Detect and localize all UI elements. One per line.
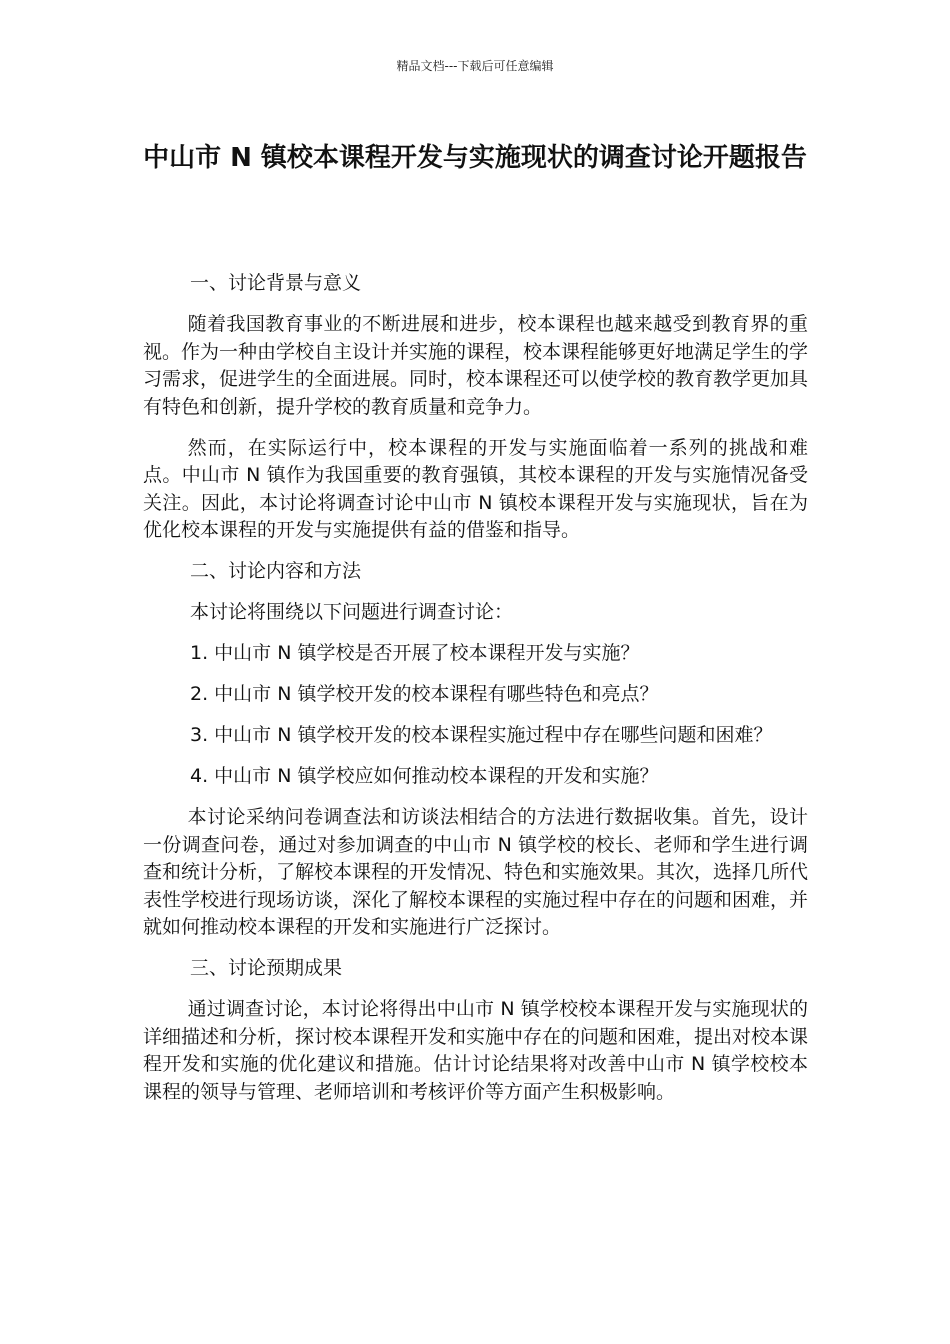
paragraph-method: 本讨论采纳问卷调查法和访谈法相结合的方法进行数据收集。首先，设计一份调查问卷，通过对参加调查的中山市 N 镇学校的校长、老师和学生进行调查和统计分析，了解校本课程的开发情况、特色和实施效果。其次，选择几所代表性学校进行现场访谈，深化了解校本课程的实施过程中存在的问题和困难，并就如何推动校本课程的开发和实施进行广泛探讨。 <box>143 806 809 938</box>
document-body <box>143 270 808 1120</box>
paragraph-questions-lead: 本讨论将围绕以下问题进行调查讨论： <box>190 601 514 623</box>
question-item-4: 4. 中山市 N 镇学校应如何推动校本课程的开发和实施？ <box>190 765 659 787</box>
section-heading-background: 一、讨论背景与意义 <box>190 272 362 294</box>
paragraph-expected-results: 通过调查讨论，本讨论将得出中山市 N 镇学校校本课程开发与实施现状的详细描述和分析，探讨校本课程开发和实施中存在的问题和困难，提出对校本课程开发和实施的优化建议和措施。估计讨论结果将对改善中山市 N 镇学校校本课程的领导与管理、老师培训和考核评价等方面产生积极影响。 <box>143 998 809 1103</box>
question-item-3: 3. 中山市 N 镇学校开发的校本课程实施过程中存在哪些问题和困难？ <box>190 724 773 746</box>
section-heading-content-method: 二、讨论内容和方法 <box>190 560 362 582</box>
question-item-2: 2. 中山市 N 镇学校开发的校本课程有哪些特色和亮点？ <box>190 683 659 705</box>
question-item-1: 1. 中山市 N 镇学校是否开展了校本课程开发与实施？ <box>190 642 640 664</box>
section-heading-expected-results: 三、讨论预期成果 <box>190 957 343 979</box>
document-title: 中山市 N 镇校本课程开发与实施现状的调查讨论开题报告 <box>143 143 807 173</box>
header-note: 精品文档---下载后可任意编辑 <box>396 59 554 73</box>
paragraph-background-2: 然而，在实际运行中，校本课程的开发与实施面临着一系列的挑战和难点。中山市 N 镇作为我国重要的教育强镇，其校本课程的开发与实施情况备受关注。因此，本讨论将调查讨论中山市 N 镇校本课程开发与实施现状，旨在为优化校本课程的开发与实施提供有益的借鉴和指导。 <box>143 436 808 541</box>
paragraph-background-1: 随着我国教育事业的不断进展和进步，校本课程也越来越受到教育界的重视。作为一种由学校自主设计并实施的课程，校本课程能够更好地满足学生的学习需求，促进学生的全面进展。同时，校本课程还可以使学校的教育教学更加具有特色和创新，提升学校的教育质量和竞争力。 <box>143 313 809 418</box>
